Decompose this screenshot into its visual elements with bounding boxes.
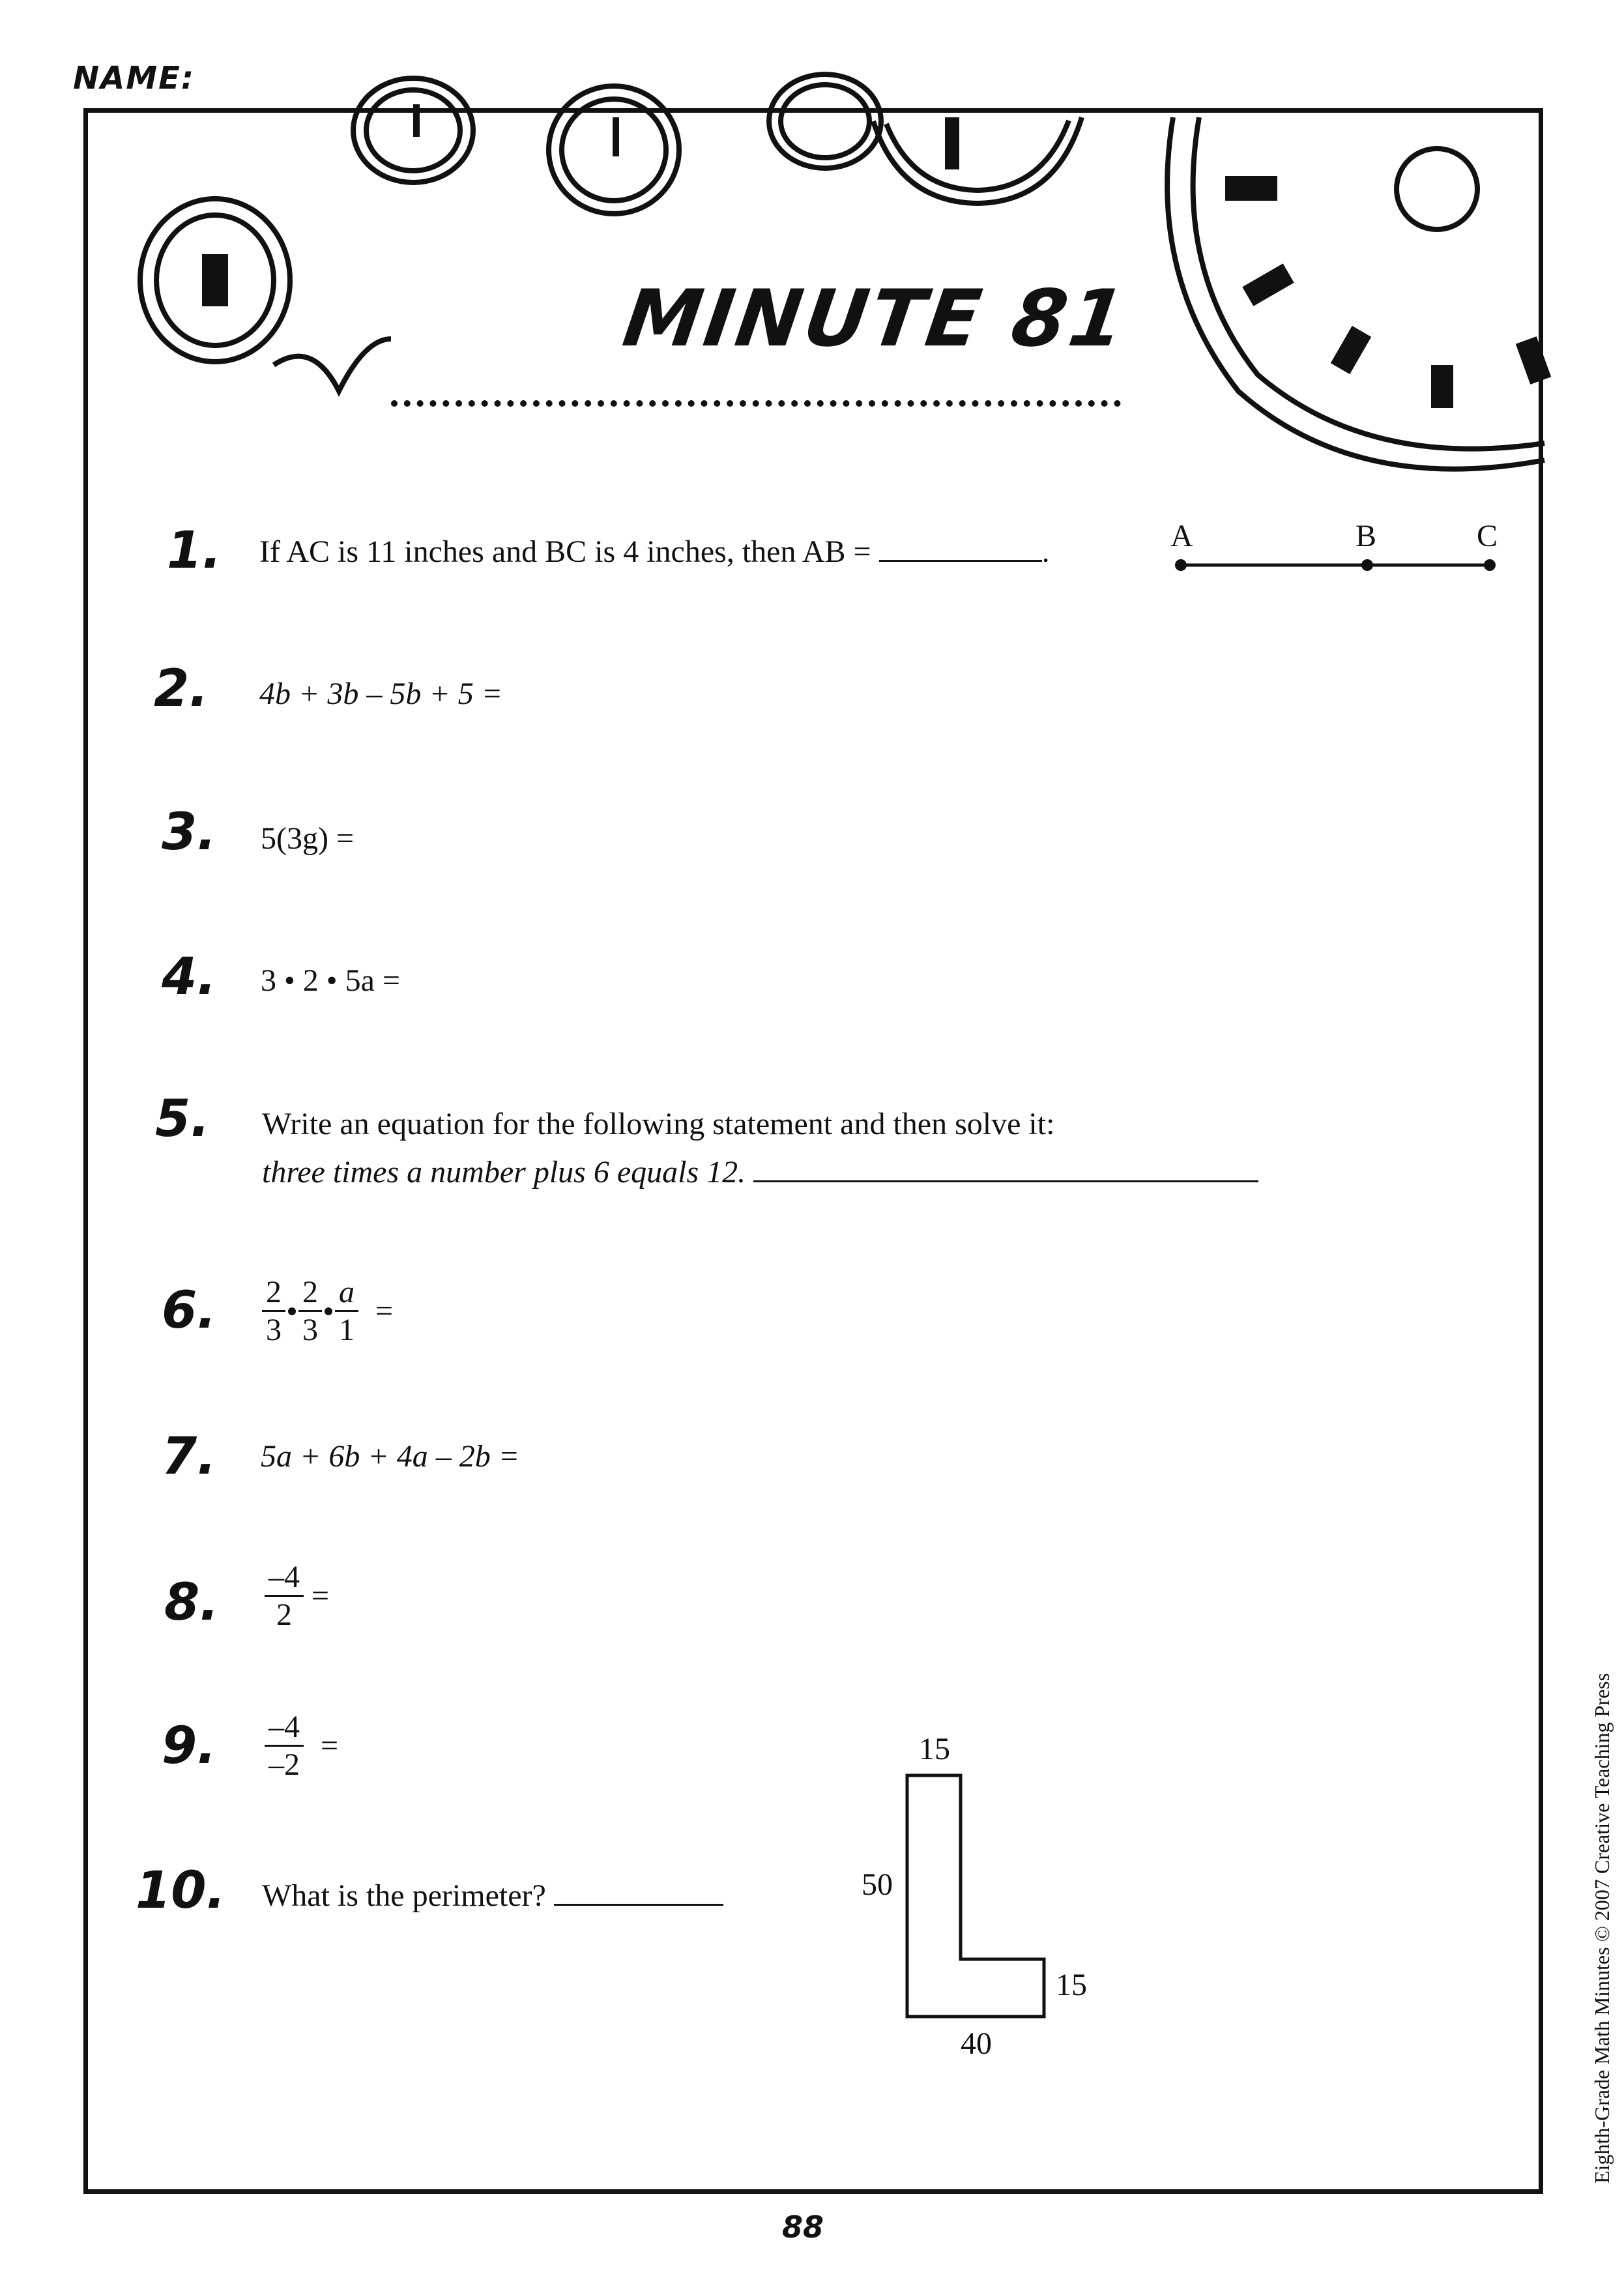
l-shape-top-label: 15 [919,1732,950,1766]
question-7-number: 7. [162,1427,216,1486]
question-1-suffix: . [1041,534,1050,569]
name-label: NAME: [73,60,196,96]
question-3-number: 3. [162,803,216,862]
segment-label-c: C [1477,519,1498,553]
question-4-number: 4. [162,948,216,1006]
question-6-fraction-1: $\frac{2}{3}$ [262,1274,285,1348]
question-6-number: 6. [162,1281,216,1340]
question-6-fraction-3: $\frac{a}{1}$ [335,1274,358,1348]
question-10-prompt: What is the perimeter? [262,1878,546,1913]
question-2-number: 2. [154,660,209,718]
question-8-number: 8. [164,1573,219,1632]
question-5-number: 5. [155,1090,210,1148]
l-shape-left-label: 50 [862,1867,893,1902]
question-9-fraction: $\frac{-4}{-2}$ [265,1709,304,1783]
question-6-equals: = [375,1293,394,1328]
question-10-number: 10. [136,1861,226,1920]
question-7-text: 5a + 6b + 4a – 2b = [261,1439,520,1474]
question-5-line1: Write an equation for the following statement and then solve it: [262,1107,1055,1141]
segment-label-a: A [1170,519,1193,553]
question-4-text: 3 • 2 • 5a = [261,963,400,998]
question-2-text: 4b + 3b – 5b + 5 = [259,677,503,711]
question-8-fraction: $\frac{-4}{2}$ [265,1559,304,1633]
question-6-fraction-2: $\frac{2}{3}$ [298,1274,322,1348]
l-shape-right-label: 15 [1056,1968,1087,2002]
question-9-equals: = [321,1728,339,1763]
question-1-number: 1. [167,521,222,580]
page-title: MINUTE 81 [618,274,1133,364]
question-1-prompt: If AC is 11 inches and BC is 4 inches, then AB = [259,534,871,569]
question-9-number: 9. [162,1717,216,1775]
question-8-equals: = [312,1578,330,1613]
question-5-statement: three times a number plus 6 equals 12. [262,1155,746,1189]
question-3-text: 5(3g) = [261,821,355,856]
l-shape-bottom-label: 40 [961,2026,992,2061]
credit-line: Eighth-Grade Math Minutes © 2007 Creative Teaching Press [1590,1672,1614,2183]
page-number: 88 [782,2209,824,2245]
segment-label-b: B [1356,519,1377,553]
